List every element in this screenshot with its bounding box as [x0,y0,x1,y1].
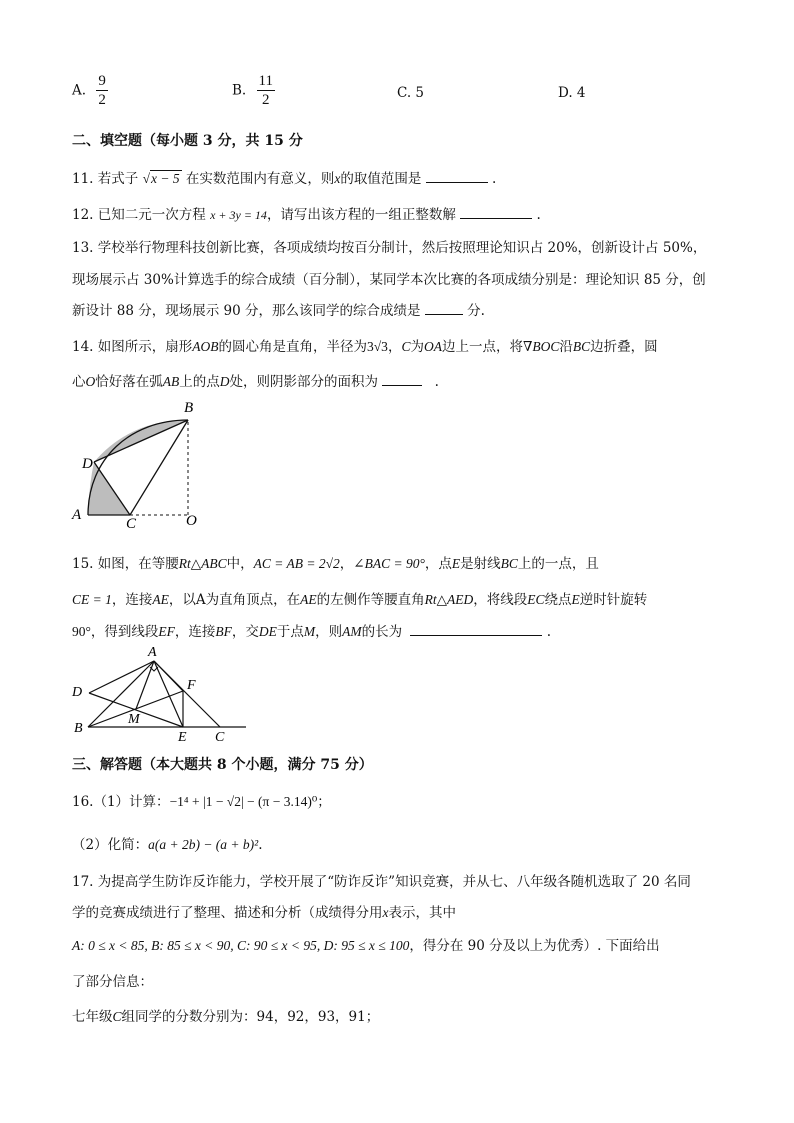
q11-text-mid: 在实数范围内有意义，则 [185,171,335,187]
q12-number: 12. [72,207,94,223]
q15-math: E [571,592,580,607]
q15-text: 绕点 [544,592,572,608]
q14-text: 沿 [559,339,573,355]
q15-text: 的长为 [361,624,403,640]
q12-text-post: ，请写出该方程的一组正整数解 [266,207,456,223]
q15-label-d: D [72,685,83,700]
q14-answer-blank[interactable] [382,371,422,386]
q15-segment-ab [88,661,154,727]
q14-label-c: C [126,516,137,531]
q16-p1-label: 16.（1）计算： [72,794,170,810]
q15-math: BF [215,624,232,639]
q15-math: AE [300,592,317,607]
section-heading-fill-in: 二、填空题（每小题 3 分，共 15 分 [72,133,303,149]
q11-radicand: x − 5 [151,171,180,186]
option-b-fraction [257,72,275,109]
question-11 [72,167,496,187]
q14-math: AOB [192,339,219,354]
q11-var: x [334,171,341,186]
q13-line3-text: 新设计 88 分，现场展示 90 分，那么该同学的综合成绩是 [72,303,421,319]
q15-math: AM [342,624,362,639]
q14-text: 边上一点，将 [441,339,523,355]
option-a-label: A. [72,82,87,99]
q14-text: 心 [72,374,86,390]
q16-p2-expression: a(a + 2b) − (a + b)² [148,837,259,852]
q16-p1-end: ； [317,794,331,810]
q15-math: AE [152,592,169,607]
q15-text: ，交 [231,624,259,640]
q14-label-b: B [184,400,194,416]
q14-end: . [434,374,439,390]
q12-equation: x + 3y = 14 [210,208,267,222]
q14-label-o: O [186,513,197,529]
q14-text: 处，则阴影部分的面积为 [229,374,378,390]
q15-label-b: B [74,721,83,736]
q14-math: O [85,374,96,389]
q15-math: DE [258,624,277,639]
question-13-line-1: 13. 学校举行物理科技创新比赛，各项成绩均按百分制计，然后按照理论知识占 20%，创新设计占 50%， [72,240,707,256]
question-15-line-2 [72,588,647,608]
question-15-line-1 [72,552,599,572]
option-b [232,72,275,109]
q15-label-f: F [187,678,196,693]
q15-text: 于点 [276,624,304,640]
q15-figure [70,643,252,743]
q11-number: 11. [72,171,94,187]
q15-segment-ae [154,661,183,727]
q13-answer-blank[interactable] [425,300,463,315]
q11-radical: √x − 5 [142,171,180,186]
q15-math: Rt△ABC [178,556,227,571]
q17-text: 组同学的分数分别为：94，92，93，91； [121,1009,380,1025]
q13-line3-post: 分. [467,303,485,319]
q15-math: E [451,556,461,571]
q14-text: 上的点 [179,374,220,390]
q14-math: AB [162,374,180,389]
q11-text-pre: 若式子 [97,171,139,187]
q15-math: AC = AB = 2√2 [253,556,340,571]
q14-segment-db [94,420,188,462]
option-a [72,72,108,109]
q14-text: 14. 如图所示，扇形 [72,339,193,355]
q15-text: 上的一点，且 [517,556,599,572]
option-a-fraction [96,72,108,109]
option-b-denominator: 2 [261,92,270,108]
q15-text: 15. 如图，在等腰 [72,556,179,572]
q15-text: 是射线 [460,556,501,572]
q15-label-m: M [128,712,140,727]
q15-text: ，以A为直角顶点，在 [168,592,301,608]
q15-math: EF [158,624,175,639]
q14-shaded-region-lower [88,462,130,515]
q16-p2-end: . [258,837,263,853]
question-17-line-3 [72,934,660,954]
q14-math: ∇BOC [522,339,560,354]
q12-end: . [536,207,541,223]
q17-text: 表示，其中 [388,905,456,921]
q15-answer-blank[interactable] [410,621,542,636]
q12-text-pre: 已知二元一次方程 [97,207,206,223]
q15-math: ∠BAC = 90° [353,556,425,571]
q11-answer-blank[interactable] [426,168,488,183]
q15-end: . [546,624,552,640]
q14-text: 边折叠，圆 [590,339,658,355]
question-15-line-3 [72,620,551,640]
q17-text: 七年级 [72,1009,113,1025]
section-heading-answers: 三、解答题（本大题共 8 个小题，满分 75 分） [72,757,373,773]
q15-label-c: C [215,730,225,743]
option-c: C. 5 [397,85,425,101]
q15-math: CE = 1 [72,592,112,607]
question-13-line-3 [72,299,485,319]
q15-text: ，将线段 [473,592,528,608]
q11-end: . [492,171,497,187]
question-17-line-4: 了部分信息： [72,974,153,990]
q15-math: EC [527,592,545,607]
q14-figure [70,395,210,531]
q17-text: 学的竞赛成绩进行了整理、描述和分析（成绩得分用 [72,905,383,921]
q16-p1-expression: −1⁴ + |1 − √2| − (π − 3.14)⁰ [169,794,318,809]
q15-text: ，点 [424,556,452,572]
question-16-part-1 [72,790,331,810]
q14-text: 为 [410,339,424,355]
option-b-numerator: 11 [258,73,273,89]
question-17-line-2 [72,901,456,921]
q15-segment-af [154,661,183,691]
q14-math: OA [423,339,442,354]
q17-grade-ranges: A: 0 ≤ x < 85, B: 85 ≤ x < 90, C: 90 ≤ x < 95, D: 95 ≤ x ≤ 100 [72,938,410,953]
q17-math: x [382,905,389,920]
q15-text: ， [339,556,354,572]
q15-text: ，连接 [111,592,153,608]
q15-text: ，则 [315,624,343,640]
question-17-line-5 [72,1005,379,1025]
q15-math: M [303,624,316,639]
option-a-denominator: 2 [98,92,106,108]
q14-label-d: D [82,456,93,472]
q17-text: ，得分在 90 分及以上为优秀）. 下面给出 [409,938,660,954]
q15-math: 90° [72,624,91,639]
option-d: D. 4 [558,85,586,101]
q11-text-post: 的取值范围是 [340,171,422,187]
q15-text: 中， [226,556,254,572]
q14-text: 的圆心角是直角，半径为 [218,339,368,355]
question-16-part-2 [72,833,263,853]
q15-text: 的左侧作等腰直角 [316,592,425,608]
q14-radius: 3√3 [367,339,388,354]
q16-p2-label: （2）化简： [72,837,149,853]
q14-math: C [401,339,411,354]
q15-math: BC [500,556,518,571]
q15-text: ，得到线段 [90,624,159,640]
q15-label-a: A [148,645,157,660]
q12-answer-blank[interactable] [460,204,532,219]
option-b-label: B. [232,82,247,99]
q15-text: 逆时针旋转 [579,592,648,608]
question-14-line-2 [72,370,439,390]
option-a-numerator: 9 [98,73,106,89]
question-13-line-2: 现场展示占 30%计算选手的综合成绩（百分制），某同学本次比赛的各项成绩分别是：理论知识 85 分，创 [72,272,706,288]
q15-text: ，连接 [174,624,216,640]
q14-text: 恰好落在弧 [95,374,163,390]
q15-label-e: E [178,730,187,743]
q15-math: Rt△AED [424,592,474,607]
q17-math: C [112,1009,122,1024]
question-17-line-1: 17. 为提高学生防诈反诈能力，学校开展了“防诈反诈”知识竞赛，并从七、八年级各随机选取了 20 名同 [72,874,691,890]
q14-math: BC [572,339,591,354]
question-12 [72,203,541,223]
question-14-line-1 [72,335,658,355]
q14-label-a: A [72,507,82,523]
q14-text: ， [387,339,402,355]
q14-math: D [219,374,230,389]
